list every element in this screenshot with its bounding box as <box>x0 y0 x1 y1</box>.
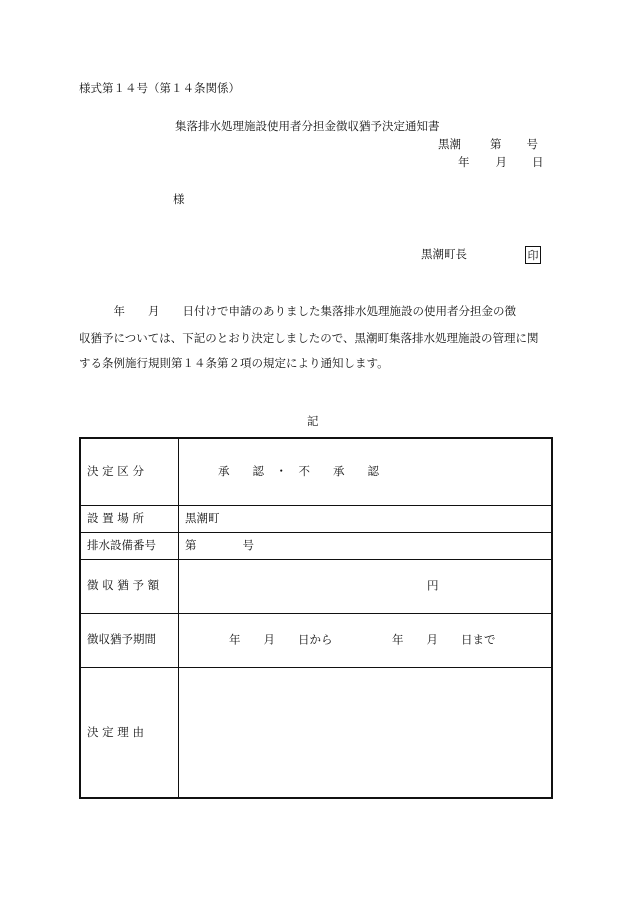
value-period <box>179 613 553 667</box>
document-number-line <box>438 139 538 151</box>
row-reason <box>80 667 552 798</box>
row-location <box>80 505 552 532</box>
label-period: 徴収猶予期間 <box>80 613 179 667</box>
row-decision <box>80 438 552 505</box>
label-location: 設 置 場 所 <box>80 505 179 532</box>
issuer-name: 黒潮町長 <box>421 247 467 261</box>
value-decision <box>179 438 553 505</box>
body-text-line-3: する条例施行規則第１４条第２項の規定により通知します。 <box>79 356 389 370</box>
date-year: 年 <box>458 155 470 169</box>
number-prefix: 黒潮 <box>438 137 461 151</box>
row-period <box>80 613 552 667</box>
date-month: 月 <box>495 155 507 169</box>
addressee-suffix: 様 <box>173 192 185 206</box>
label-amount: 徴 収 猶 予 額 <box>80 559 179 613</box>
amount-unit: 円 <box>427 578 439 593</box>
value-location: 黒潮町 <box>179 505 553 532</box>
number-dai: 第 <box>490 137 502 151</box>
value-reason <box>179 667 553 798</box>
number-go: 号 <box>526 137 538 151</box>
document-date-line <box>458 157 544 169</box>
ki-heading: 記 <box>307 414 319 428</box>
drain-suffix: 号 <box>242 537 254 552</box>
label-drain-number: 排水設備番号 <box>80 532 179 559</box>
value-amount <box>179 559 553 613</box>
seal-stamp: 印 <box>525 246 541 264</box>
row-drain-number <box>80 532 552 559</box>
form-number: 様式第１４号（第１４条関係） <box>79 81 240 95</box>
row-amount <box>80 559 552 613</box>
body-text-line-1: 年 月 日付けで申請のありました集落排水処理施設の使用者分担金の徴 <box>79 304 516 318</box>
drain-prefix: 第 <box>185 537 197 552</box>
label-decision: 決 定 区 分 <box>80 438 179 505</box>
document-title: 集落排水処理施設使用者分担金徴収猶予決定通知書 <box>175 119 440 133</box>
decision-options: 承 認 ・ 不 承 認 <box>218 464 379 478</box>
body-text-line-2: 収猶予については、下記のとおり決定しましたので、黒潮町集落排水処理施設の管理に関 <box>79 331 539 345</box>
label-reason: 決 定 理 由 <box>80 667 179 798</box>
date-day: 日 <box>532 155 544 169</box>
value-drain-number <box>179 532 553 559</box>
period-from: 年 月 日から <box>229 632 333 647</box>
decision-table <box>79 437 553 799</box>
period-to: 年 月 日まで <box>392 632 496 647</box>
